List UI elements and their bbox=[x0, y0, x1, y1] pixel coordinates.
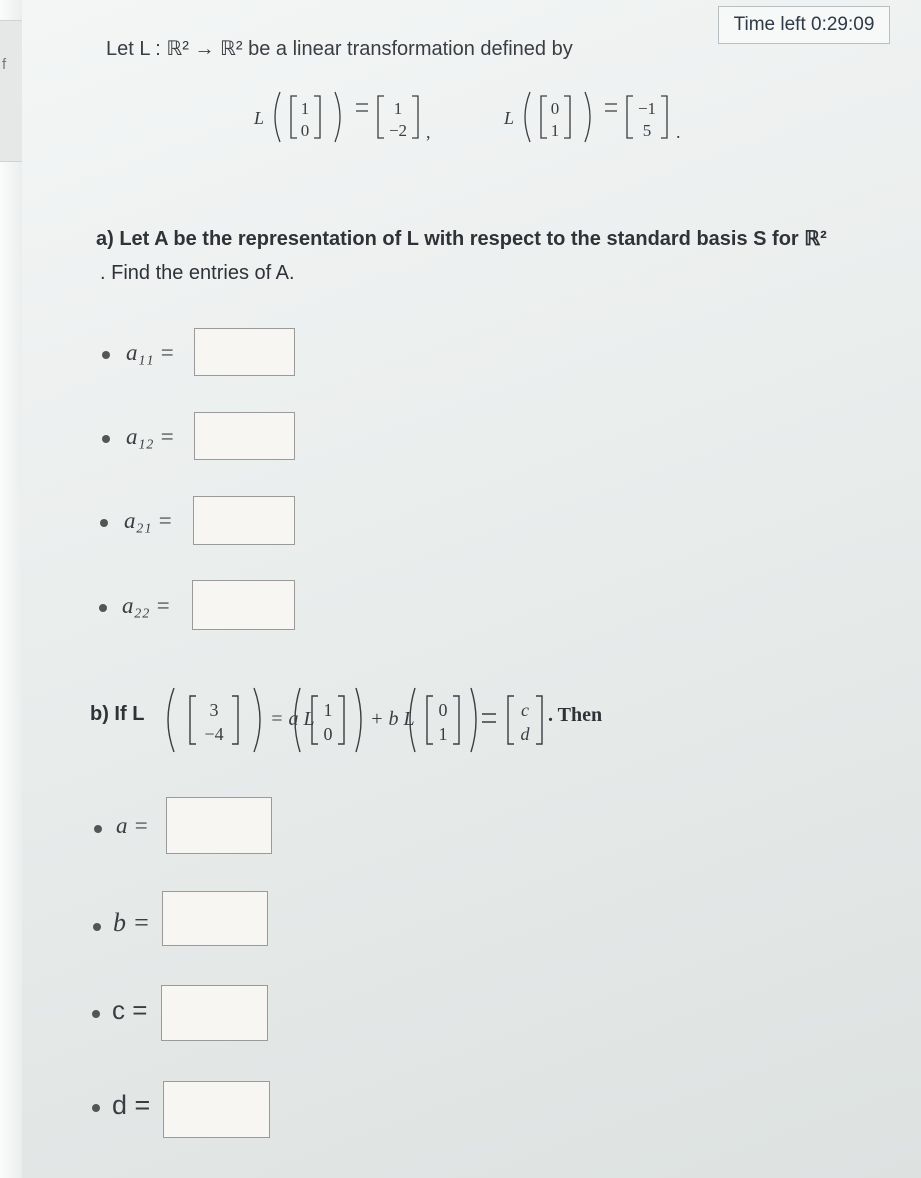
result-bottom: d bbox=[520, 724, 530, 744]
left-edge-text: f bbox=[2, 56, 7, 73]
left-panel-edge bbox=[0, 0, 22, 1178]
b-label: b = bbox=[113, 908, 151, 937]
b-input[interactable] bbox=[162, 891, 268, 946]
question-panel bbox=[22, 0, 921, 1178]
problem-intro: Let L : ℝ² → ℝ² be a linear transformation defined by bbox=[106, 38, 573, 60]
def2-fn: L bbox=[504, 108, 515, 128]
b-coef-b: + b L bbox=[370, 708, 415, 730]
bullet bbox=[93, 923, 101, 931]
d-label: d = bbox=[112, 1090, 151, 1120]
def1-output-bottom: −2 bbox=[388, 121, 408, 140]
b-input-top: 3 bbox=[209, 700, 219, 720]
part-a-prompt-cont: . Find the entries of A. bbox=[100, 262, 295, 284]
a22-label: a₂₂ = bbox=[122, 593, 171, 618]
b-input-bottom: −4 bbox=[204, 724, 224, 744]
definition-equations bbox=[240, 84, 760, 154]
part-b-suffix: . Then bbox=[548, 704, 603, 726]
e1-top: 1 bbox=[323, 700, 333, 720]
bullet bbox=[94, 825, 102, 833]
part-b-prefix: b) If L bbox=[90, 703, 145, 725]
a21-input[interactable] bbox=[193, 496, 295, 545]
a11-label: a₁₁ = bbox=[126, 340, 175, 365]
e2-top: 0 bbox=[438, 700, 448, 720]
def1-output-top: 1 bbox=[393, 99, 403, 118]
time-left-badge bbox=[718, 6, 890, 44]
bullet bbox=[92, 1104, 100, 1112]
a12-input[interactable] bbox=[194, 412, 295, 460]
result-top: c bbox=[521, 700, 529, 720]
a22-input[interactable] bbox=[192, 580, 295, 630]
def2-input-top: 0 bbox=[550, 99, 560, 118]
a12-label: a₁₂ = bbox=[126, 424, 175, 449]
b-coef-a: = a L bbox=[270, 708, 315, 730]
c-label: c = bbox=[112, 995, 148, 1025]
c-input[interactable] bbox=[161, 985, 268, 1041]
bullet bbox=[102, 435, 110, 443]
e1-bottom: 0 bbox=[323, 724, 333, 744]
part-b-equation bbox=[160, 680, 740, 760]
bullet bbox=[92, 1010, 100, 1018]
svg-text:,: , bbox=[426, 122, 431, 142]
e2-bottom: 1 bbox=[438, 724, 448, 744]
d-input[interactable] bbox=[163, 1081, 270, 1138]
time-left-text: Time left 0:29:09 bbox=[733, 14, 875, 35]
def1-input-top: 1 bbox=[300, 99, 310, 118]
def2-output-top: −1 bbox=[637, 99, 657, 118]
svg-text:.: . bbox=[676, 122, 681, 142]
def1-input-bottom: 0 bbox=[300, 121, 310, 140]
bullet bbox=[100, 519, 108, 527]
def2-input-bottom: 1 bbox=[550, 121, 560, 140]
a-input[interactable] bbox=[166, 797, 272, 854]
a11-input[interactable] bbox=[194, 328, 295, 376]
bullet bbox=[99, 604, 107, 612]
bullet bbox=[102, 351, 110, 359]
a21-label: a₂₁ = bbox=[124, 508, 173, 533]
def1-fn: L bbox=[254, 108, 265, 128]
a-label: a = bbox=[116, 813, 149, 838]
def2-output-bottom: 5 bbox=[642, 121, 652, 140]
part-a-prompt: a) Let A be the representation of L with respect to the standard basis S for ℝ² bbox=[96, 228, 827, 250]
